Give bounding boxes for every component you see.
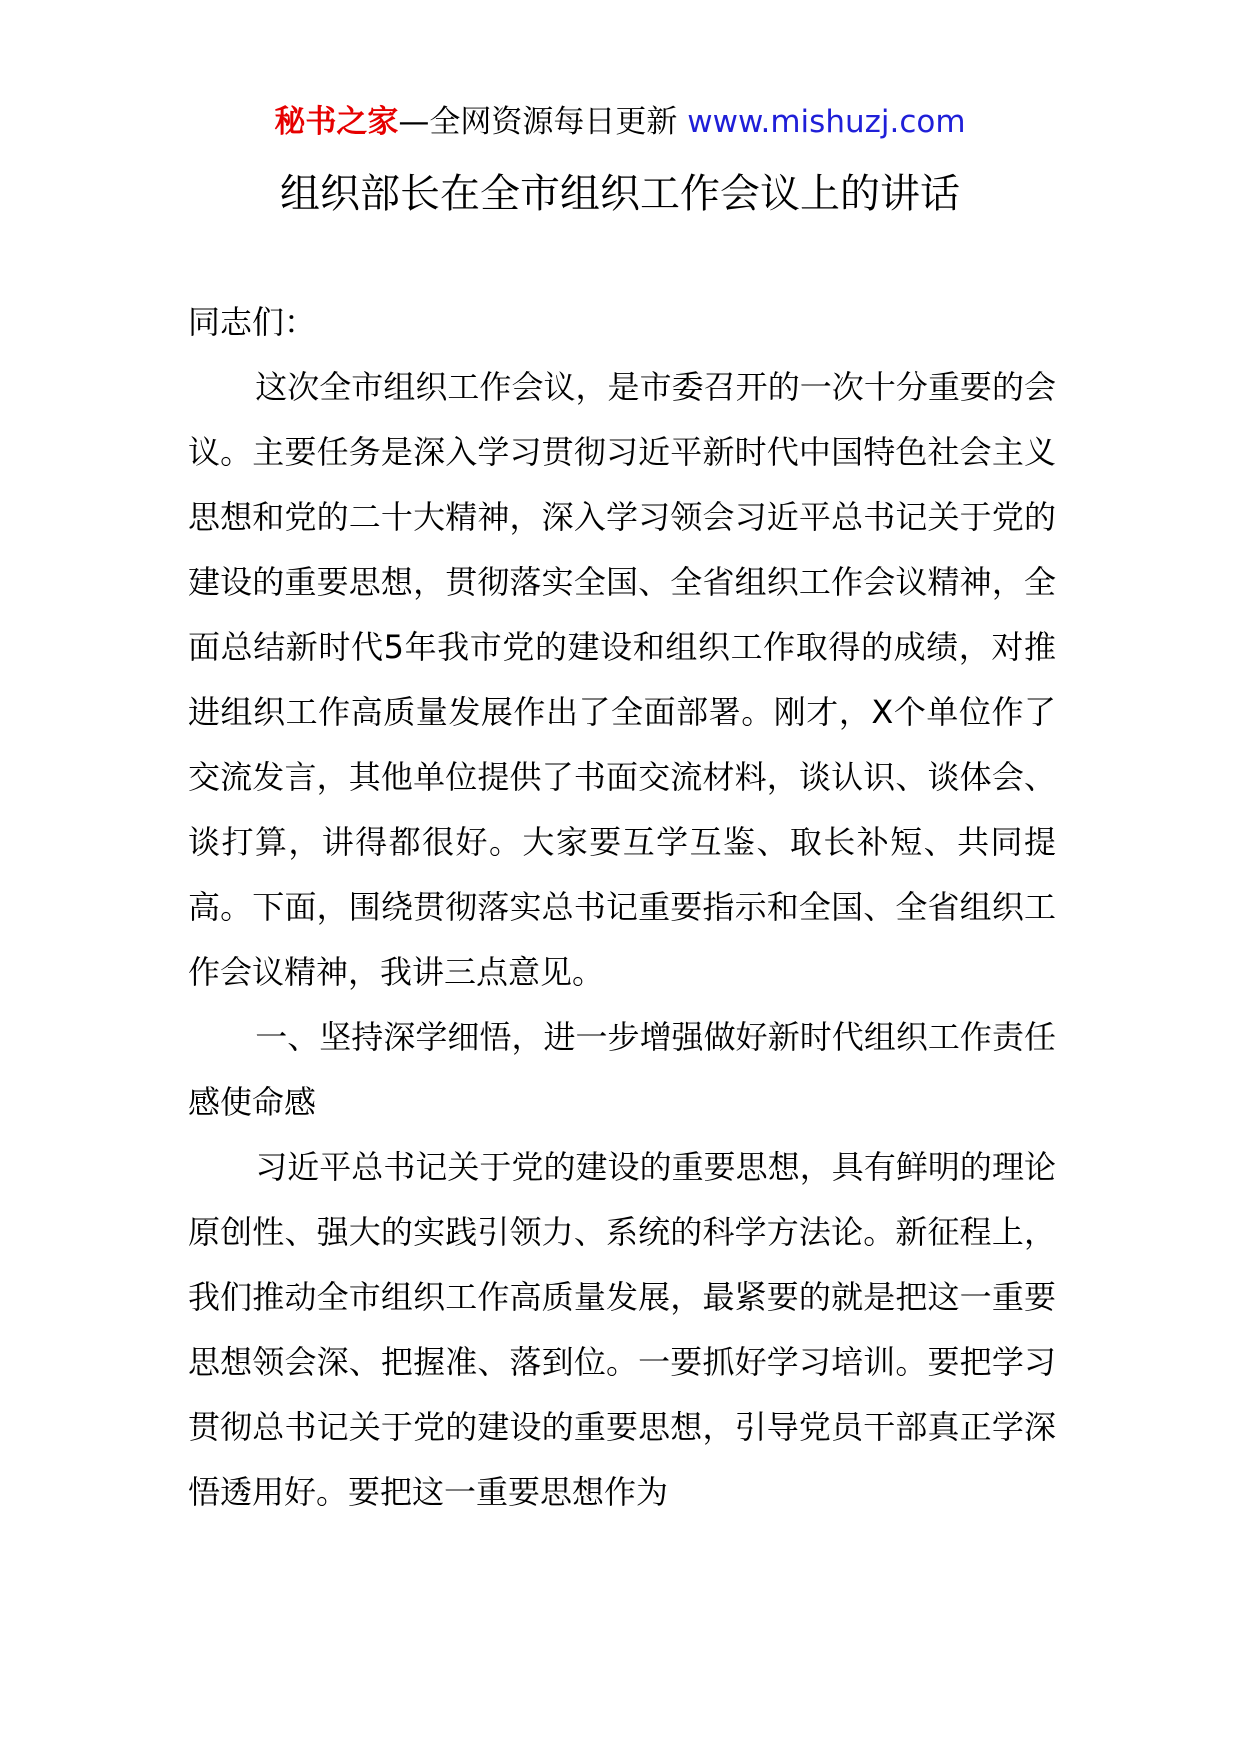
site-url-link[interactable]: www.mishuzj.com	[687, 104, 966, 140]
section-heading: 一、坚持深学细悟，进一步增强做好新时代组织工作责任感使命感	[188, 1018, 1056, 1121]
paragraph: 这次全市组织工作会议，是市委召开的一次十分重要的会议。主要任务是深入学习贯彻习近平新时代中国特色社会主义思想和党的二十大精神，深入学习领会习近平总书记关于党的建设的重要思想，贯彻落实全国、全省组织工作会议精神，全面总结新时代5年我市党的建设和组织工作取得的成绩，对推进组织工作高质量发展作出了全面部署。刚才，X个单位作了交流发言，其他单位提供了书面交流材料，谈认识、谈体会、谈打算，讲得都很好。大家要互学互鉴、取长补短、共同提高。下面，围绕贯彻落实总书记重要指示和全国、全省组织工作会议精神，我讲三点意见。	[188, 368, 1056, 991]
salutation: 同志们：	[188, 303, 317, 341]
site-slogan: —全网资源每日更新	[398, 104, 678, 140]
paragraph: 习近平总书记关于党的建设的重要思想，具有鲜明的理论原创性、强大的实践引领力、系统的科学方法论。新征程上，我们推动全市组织工作高质量发展，最紧要的就是把这一重要思想领会深、把握准、落到位。一要抓好学习培训。要把学习贯彻总书记关于党的建设的重要思想，引导党员干部真正学深悟透用好。要把这一重要思想作为	[188, 1148, 1056, 1511]
document-title: 组织部长在全市组织工作会议上的讲话	[280, 171, 960, 217]
site-header	[0, 100, 1240, 144]
document-body	[188, 290, 1056, 1525]
brand-name: 秘书之家	[274, 104, 399, 140]
